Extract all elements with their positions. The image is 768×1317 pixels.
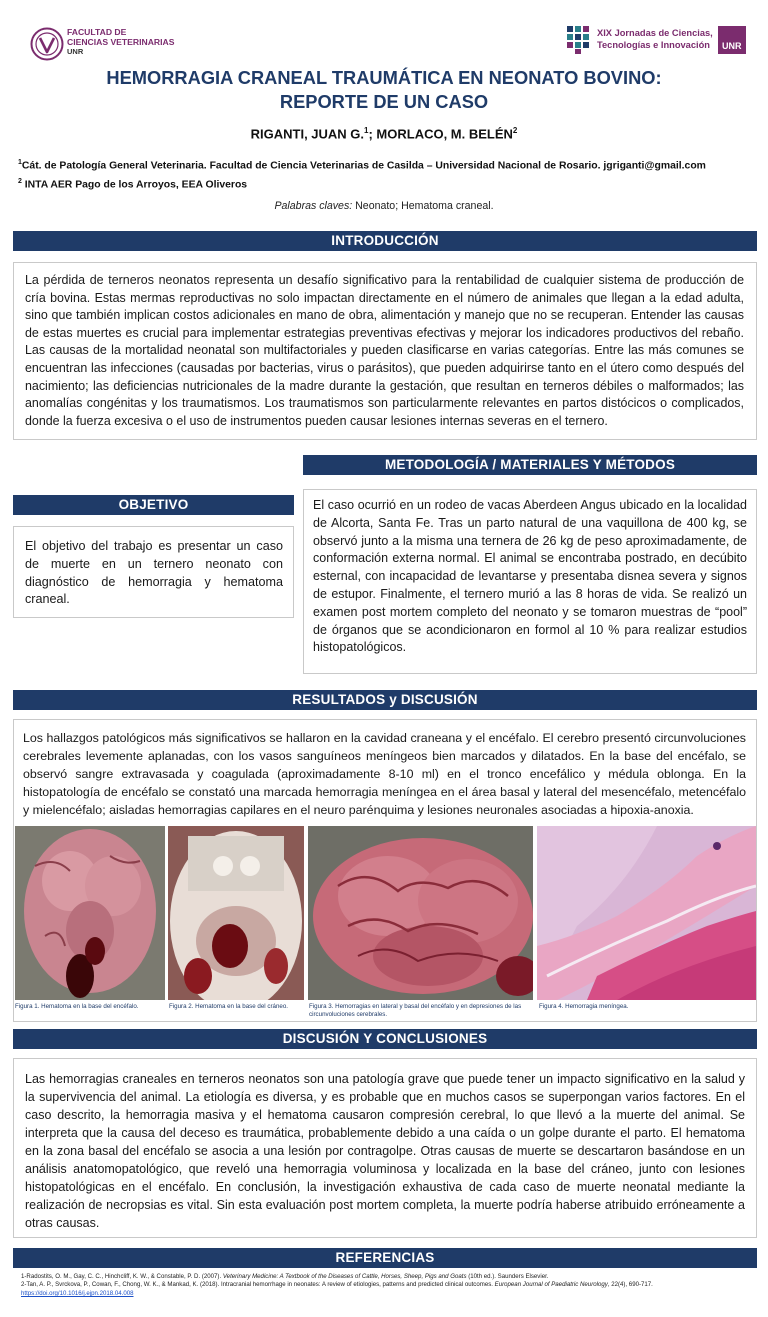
resultados-heading: RESULTADOS y DISCUSIÓN: [13, 690, 757, 710]
metodologia-body: El caso ocurrió en un rodeo de vacas Aberdeen Angus ubicado en la localidad de Alcorta, Santa Fe. Tras un parto natural de una vaquillona de 400 kg, se observó junto a la misma una ternera de 26 kg de peso aproximadamente, de conformación externa normal. El animal se encontraba postrado, en decúbito esternal, con incapacidad de levantarse y presentaba disnea severa y signos de estupor. Finalmente, el ternero murió a las 8 horas de vida. Se realizó un examen post mortem completo del neonato y se tomaron muestras de “pool” de órganos que se acondicionaron en formol al 10 % para realizar estudios histopatológicos.: [313, 498, 747, 655]
keywords-text: Neonato; Hematoma craneal.: [352, 200, 494, 212]
objetivo-body: El objetivo del trabajo es presentar un caso de muerte en un ternero neonato con diagnóstico de hemorragia y hematoma craneal.: [25, 539, 283, 607]
jornadas-line2: Tecnologías e Innovación: [597, 39, 710, 50]
faculty-line3: UNR: [67, 47, 84, 56]
introduccion-heading: INTRODUCCIÓN: [13, 231, 757, 251]
unr-badge-text: UNR: [722, 41, 742, 51]
author-1-sup: 1: [364, 126, 369, 135]
reference-2-doi-link[interactable]: https://doi.org/10.1016/j.ejpn.2018.04.008: [21, 1289, 134, 1297]
authors: [0, 126, 768, 141]
resultados-body: Los hallazgos patológicos más significativos se hallaron en la cavidad craneana y el encéfalo. El cerebro presentó circunvoluciones cerebrales levemente aplanadas, con los vasos sanguíneos meníngeos bien marcados y dilatados. En la base del encéfalo, se observó sangre extravasada y coagulada (aproximadamente 8-10 ml) en el tronco encefálico y médula oblonga. En la histopatología de encéfalo se constató una marcada hemorragia meníngea en el área basal y lateral del mesencéfalo, metencéfalo y mielencéfalo; aisladas hemorragias capilares en el neuro parénquima y lesiones neuronales asociadas a hipoxia-anoxia.: [23, 731, 746, 817]
faculty-logo: [30, 27, 190, 61]
title-line1: HEMORRAGIA CRANEAL TRAUMÁTICA EN NEONATO BOVINO:: [106, 67, 662, 88]
author-2-sup: 2: [512, 126, 518, 135]
discusion-body: Las hemorragias craneales en terneros neonatos son una patología grave que puede tener un impacto significativo en la salud y la supervivencia del animal. La etiología es diversa, y es probable que en muchos casos se superpongan varios factores. En el caso descrito, la hemorragia masiva y el hematoma causaron compresión cerebral, lo que llevó a la muerte del animal. Se interpreta que la causa del deceso es traumática, probablemente debido a una caída o un golpe durante el parto. El hematoma en la zona basal del encéfalo se asocia a una lesión por contragolpe. Otras causas de muerte se descartaron basándose en un análisis anatomopatológico, que reveló una hemorragia voluminosa y localizada en la base del cráneo, junto con lesiones histopatológicas en el encéfalo. En conclusión, la investigación exhaustiva de cada caso de muerte neonatal mediante la realización de necropsias es vital. Sin esta evaluación post mortem completa, la muerte podría haberse atribuido erróneamente a otras causas.: [25, 1072, 745, 1230]
affiliation-1: $^1$Cát. de Patología General Veterinaria. Facultad de Ciencia Veterinarias de Casilda – Universidad Nacional de Rosario. jgriganti@gmail.com: [18, 159, 706, 172]
jornadas-line1: XIX Jornadas de Ciencias,: [597, 28, 713, 38]
keywords: [0, 200, 768, 212]
figure-1-caption: Figura 1. Hematoma en la base del encéfalo.: [15, 1003, 139, 1010]
author-1: RIGANTI, JUAN G.: [250, 126, 365, 142]
references-list: [21, 1273, 751, 1298]
figure-3-caption: Figura 3. Hemorragias en lateral y basal del encéfalo y en depresiones de las circunvoluciones cerebrales.: [309, 1003, 522, 1018]
figure-3-image: [308, 826, 533, 1000]
figure-2-image: [168, 826, 304, 1000]
keywords-label: Palabras claves:: [274, 200, 353, 212]
jornadas-grid-icon: [567, 26, 591, 54]
poster-title: [0, 66, 768, 114]
faculty-line2: CIENCIAS VETERINARIAS: [67, 36, 175, 47]
figure-1-image: [15, 826, 165, 1000]
figure-4-image: [537, 826, 756, 1000]
discusion-box: [13, 1058, 757, 1238]
metodologia-heading: METODOLOGÍA / MATERIALES Y MÉTODOS: [303, 455, 757, 475]
reference-1: 1-Radostits, O. M., Gay, C. C., Hinchcliff, K. W., & Constable, P. D. (2007). Veterinary Medicine: A Textbook of the Diseases of Cattle, Horses, Sheep, Pigs and Goats (10th ed.). Saunders Elsevier.: [21, 1273, 549, 1280]
objetivo-box: [13, 526, 294, 618]
faculty-seal-icon: [30, 27, 64, 61]
faculty-line1: FACULTAD DE: [67, 27, 127, 37]
discusion-heading: DISCUSIÓN Y CONCLUSIONES: [13, 1029, 757, 1049]
figure-2-caption: Figura 2. Hematoma en la base del cráneo.: [169, 1003, 289, 1010]
referencias-heading: REFERENCIAS: [13, 1248, 757, 1268]
objetivo-heading: OBJETIVO: [13, 495, 294, 515]
figure-4-caption: Figura 4. Hemorragia meníngea.: [539, 1003, 629, 1010]
title-line2: REPORTE DE UN CASO: [279, 91, 489, 112]
introduccion-body: La pérdida de terneros neonatos representa un desafío significativo para la rentabilidad de cualquier sistema de producción de cría bovina. Estas mermas reproductivas no solo impactan directamente en el número de animales que llegan a la edad adulta, sino que también implican costos adicionales en mano de obra, alimentación y manejo que no se recuperan. Entender las causas de estas muertes es crucial para implementar estrategias preventivas efectivas y mejorar los indicadores productivos del rebaño. Las causas de la mortalidad neonatal son multifactoriales y pueden clasificarse en varias categorías. Entre las más comunes se encuentran las infecciones (causadas por bacterias, virus o parásitos), que pueden adquirirse tanto en el útero como después del nacimiento; las deficiencias nutricionales de la madre durante la gestación, que resultan en terneros débiles o malformados; las anomalías congénitas y los traumatismos. Los traumatismos son particularmente relevantes en partos distócicos o complicados, donde la fuerza excesiva o el uso de instrumentos pueden causar lesiones internas severas en el ternero.: [25, 273, 744, 428]
affiliations: [18, 155, 758, 194]
reference-2: 2-Tan, A. P., Svrckova, P., Cowan, F., Chong, W. K., & Mankad, K. (2018). Intracranial hemorrhage in neonates: A review of etiologies, patterns and predicted clinical outcomes. European Journal of Paediatric Neurology, 22(4), 690-717. https://doi.org/10.1016/j.ejpn.2018.04.008: [21, 1281, 653, 1297]
introduccion-box: [13, 262, 757, 440]
affiliation-2: $^2$ INTA AER Pago de los Arroyos, EEA Oliveros: [18, 178, 248, 191]
unr-badge: [718, 26, 746, 54]
metodologia-box: [303, 489, 757, 674]
author-2: ; MORLACO, M. BELÉN: [368, 126, 513, 142]
jornadas-logo: [567, 26, 747, 56]
